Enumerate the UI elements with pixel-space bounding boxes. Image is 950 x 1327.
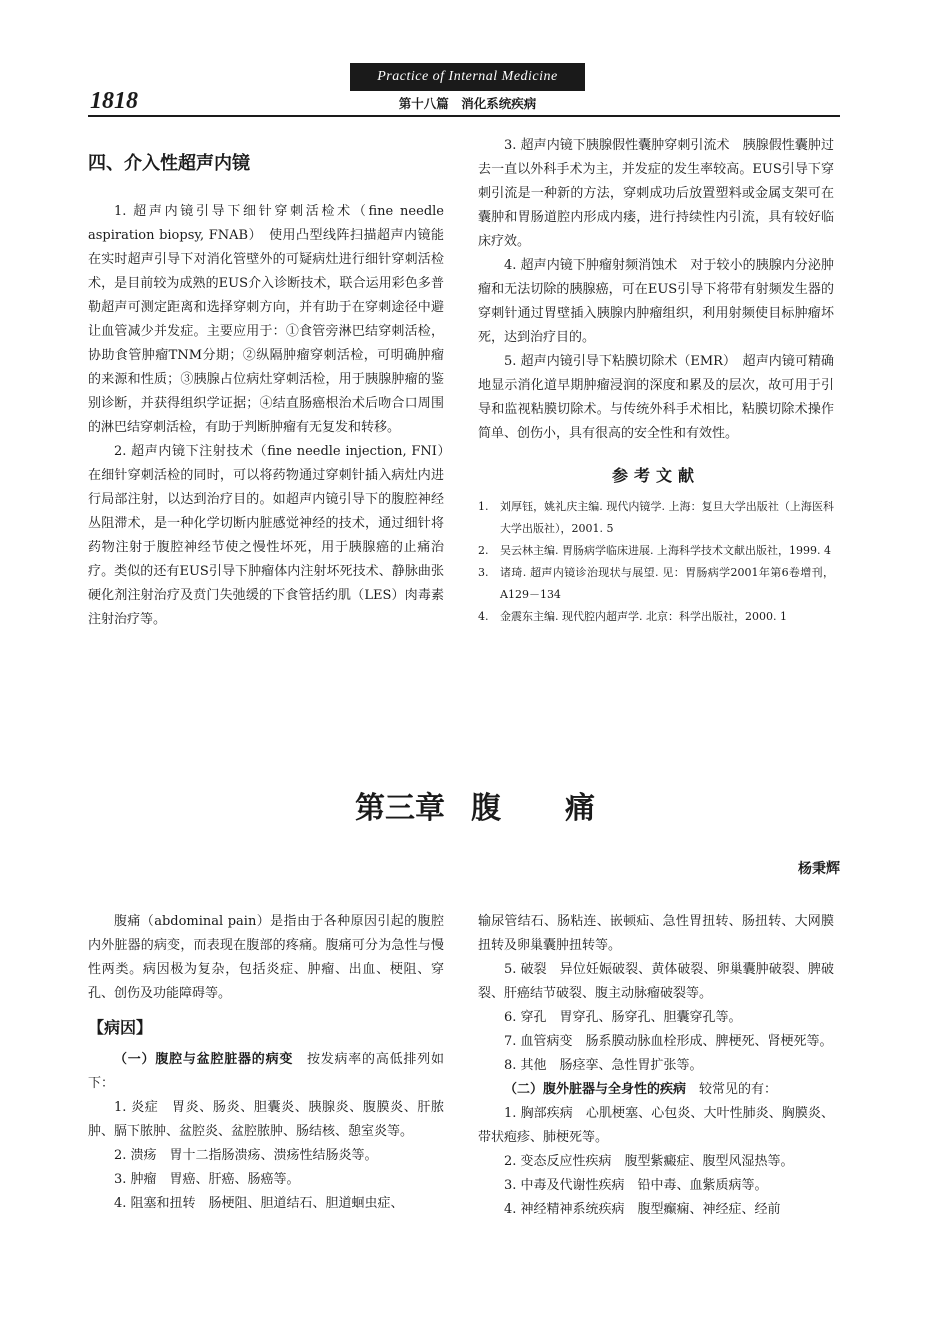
reference-number: 1. <box>478 500 489 513</box>
cause-item: 2. 溃疡 胃十二指肠溃疡、溃疡性结肠炎等。 <box>114 1148 378 1163</box>
subsection-text: 按发病率的高低排列如下： <box>88 1052 444 1091</box>
section-heading: 四、介入性超声内镜 <box>88 153 250 174</box>
subsection-text: 较常见的有： <box>699 1082 778 1097</box>
part-title: 第十八篇 消化系统疾病 <box>398 96 537 111</box>
reference-text: 金震东主编. 现代腔内超声学. 北京：科学出版社，2000. 1 <box>500 610 787 623</box>
paragraph-pseudocyst-drainage: 3. 超声内镜下胰腺假性囊肿穿刺引流术 胰腺假性囊肿过去一直以外科手术为主，并发症的发生率较高。EUS引导下穿刺引流是一种新的方法，穿刺成功后放置塑料或金属支架可在囊肿和胃肠道腔内形成内瘘，进行持续性内引流，具有较好临床疗效。 <box>478 138 834 249</box>
paragraph-emr: 5. 超声内镜引导下粘膜切除术（EMR） 超声内镜可精确地显示消化道早期肿瘤浸润的深度和累及的层次，故可用于引导和监视粘膜切除术。与传统外科手术相比，粘膜切除术操作简单、创伤小，具有很高的安全性和有效性。 <box>478 354 834 441</box>
cause-item: 3. 中毒及代谢性疾病 铅中毒、血紫质病等。 <box>504 1178 768 1193</box>
paragraph-fnab: 1. 超声内镜引导下细针穿刺活检术（fine needle aspiration biopsy, FNAB） 使用凸型线阵扫描超声内镜能在实时超声引导下对消化管壁外的可疑病灶进行细针穿刺活检术，是目前较为成熟的EUS介入诊断技术，联合运用彩色多普勒超声可测定距离和选择穿刺方向，并有助于在穿刺途径中避让血管减少并发症。主要应用于：①食管旁淋巴结穿刺活检，协助食管肿瘤TNM分期；②纵隔肿瘤穿刺活检，可明确肿瘤的来源和性质；③胰腺占位病灶穿刺活检，用于胰腺肿瘤的鉴别诊断，并获得组织学证据；④结直肠癌根治术后吻合口周围的淋巴结穿刺活检，有助于判断肿瘤有无复发和转移。 <box>88 204 444 435</box>
header-rule <box>88 115 840 117</box>
top-left-column <box>88 152 458 632</box>
reference-list <box>478 496 834 628</box>
subsection-extra-abdominal <box>478 1078 834 1102</box>
reference-item <box>478 540 834 562</box>
cause-item: 1. 炎症 胃炎、肠炎、胆囊炎、胰腺炎、腹膜炎、肝脓肿、膈下脓肿、盆腔炎、盆腔脓肿、肠结核、憩室炎等。 <box>88 1100 444 1139</box>
subsection-abdominal <box>88 1048 444 1096</box>
top-right-column <box>478 134 834 628</box>
chapter-author: 杨秉辉 <box>798 861 840 877</box>
reference-number: 4. <box>478 610 489 623</box>
paragraph-fni: 2. 超声内镜下注射技术（fine needle injection, FNI） 在细针穿刺活检的同时，可以将药物通过穿刺针插入病灶内进行局部注射，以达到治疗目的。如超声内镜引导下的腹腔神经丛阻滞术，是一种化学切断内脏感觉神经的技术，通过细针将药物注射于腹腔神经节使之慢性坏死，用于胰腺癌的止痛治疗。类似的还有EUS引导下肿瘤体内注射坏死技术、静脉曲张硬化剂注射治疗及贲门失弛缓的下食管括约肌（LES）肉毒素注射治疗等。 <box>88 444 458 627</box>
reference-item <box>478 496 834 540</box>
subsection-title: （一）腹腔与盆腔脏器的病变 <box>114 1052 294 1067</box>
chapter-title <box>0 783 950 827</box>
reference-number: 2. <box>478 544 489 557</box>
cause-item: 4. 神经精神系统疾病 腹型癫痫、神经症、经前 <box>504 1202 781 1217</box>
references-heading: 参考文献 <box>611 466 700 485</box>
reference-text: 吴云林主编. 胃肠病学临床进展. 上海科学技术文献出版社，1999. 4 <box>500 544 831 557</box>
continuation-text: 输尿管结石、肠粘连、嵌顿疝、急性胃扭转、肠扭转、大网膜扭转及卵巢囊肿扭转等。 <box>478 914 834 953</box>
bottom-left-column <box>88 910 444 1216</box>
reference-number: 3. <box>478 566 489 579</box>
bottom-right-column <box>478 910 834 1222</box>
cause-item: 6. 穿孔 胃穿孔、肠穿孔、胆囊穿孔等。 <box>504 1010 742 1025</box>
cause-item: 1. 胸部疾病 心肌梗塞、心包炎、大叶性肺炎、胸膜炎、带状疱疹、肺梗死等。 <box>478 1106 834 1145</box>
cause-item: 5. 破裂 异位妊娠破裂、黄体破裂、卵巢囊肿破裂、脾破裂、肝癌结节破裂、腹主动脉瘤破裂等。 <box>478 962 834 1001</box>
reference-text: 刘厚钰，姚礼庆主编. 现代内镜学. 上海：复旦大学出版社（上海医科大学出版社），2001. 5 <box>500 500 834 535</box>
etiology-heading: 【病因】 <box>88 1018 153 1037</box>
intro-paragraph: 腹痛（abdominal pain）是指由于各种原因引起的腹腔内外脏器的病变，而表现在腹部的疼痛。腹痛可分为急性与慢性两类。病因极为复杂，包括炎症、肿瘤、出血、梗阻、穿孔、创伤及功能障碍等。 <box>88 914 444 1001</box>
cause-item: 8. 其他 肠痉挛、急性胃扩张等。 <box>504 1058 703 1073</box>
subsection-title: （二）腹外脏器与全身性的疾病 <box>504 1082 687 1097</box>
cause-item: 7. 血管病变 肠系膜动脉血栓形成、脾梗死、肾梗死等。 <box>504 1034 833 1049</box>
reference-text: 诸琦. 超声内镜诊治现状与展望. 见：胃肠病学2001年第6卷增刊，A129－134 <box>500 566 834 601</box>
chapter-number: 第三章 <box>355 791 445 826</box>
page-number: 1818 <box>90 88 138 114</box>
journal-title-band: Practice of Internal Medicine <box>350 63 585 91</box>
chapter-title-char: 痛 <box>565 791 595 826</box>
cause-item: 4. 阻塞和扭转 肠梗阻、胆道结石、胆道蛔虫症、 <box>114 1196 404 1211</box>
chapter-title-char: 腹 <box>471 791 501 826</box>
reference-item <box>478 562 834 606</box>
paragraph-radiofrequency: 4. 超声内镜下肿瘤射频消蚀术 对于较小的胰腺内分泌肿瘤和无法切除的胰腺癌，可在EUS引导下将带有射频发生器的穿刺针通过胃壁插入胰腺内肿瘤组织，利用射频使目标肿瘤坏死，达到治疗目的。 <box>478 258 834 345</box>
reference-item <box>478 606 834 628</box>
cause-item: 3. 肿瘤 胃癌、肝癌、肠癌等。 <box>114 1172 300 1187</box>
cause-item: 2. 变态反应性疾病 腹型紫癜症、腹型风湿热等。 <box>504 1154 794 1169</box>
